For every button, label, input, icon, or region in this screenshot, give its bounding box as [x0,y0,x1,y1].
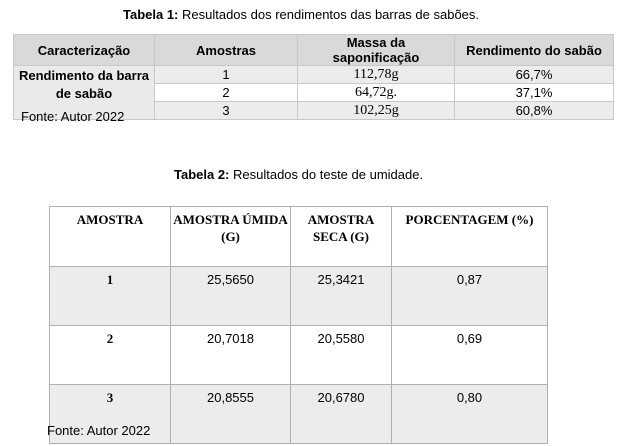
table2-cell-porcentagem: 0,80 [392,385,548,444]
table1-cell-rendimento: 66,7% [455,66,614,84]
table2-cell-amostra: 2 [50,326,171,385]
table1-header-caracterizacao: Caracterização [14,35,155,66]
table2 [49,206,548,444]
table1-cell-massa: 112,78g [298,66,455,84]
table2-cell-umida: 20,8555 [171,385,291,444]
table1-cell-massa: 64,72g. [298,84,455,102]
table2-cell-amostra: 3 [50,385,171,444]
table1-cell-amostra: 1 [155,66,298,84]
table1-cell-rendimento: 37,1% [455,84,614,102]
table2-cell-amostra: 1 [50,267,171,326]
table2-caption [174,167,423,182]
table2-header-seca: AMOSTRA SECA (G) [291,207,392,267]
table1-cell-amostra: 2 [155,84,298,102]
table2-header-row [50,207,548,267]
table1-cell-massa: 102,25g [298,102,455,120]
table1-caption [123,7,479,22]
table1-caption-label: Tabela 1: [123,7,179,22]
table1-caption-text: Resultados dos rendimentos das barras de sabões. [178,7,480,22]
table-row [50,267,548,326]
table2-header-porcentagem: PORCENTAGEM (%) [392,207,548,267]
table2-cell-seca: 20,5580 [291,326,392,385]
table2-cell-umida: 25,5650 [171,267,291,326]
table2-caption-label: Tabela 2: [174,167,230,182]
table2-header-amostra: AMOSTRA [50,207,171,267]
table1-header-rendimento: Rendimento do sabão [455,35,614,66]
table-row [14,66,614,84]
table2-source: Fonte: Autor 2022 [47,423,151,438]
table2-cell-porcentagem: 0,87 [392,267,548,326]
table2-caption-text: Resultados do teste de umidade. [229,167,424,182]
table1 [13,34,614,120]
table2-cell-seca: 25,3421 [291,267,392,326]
table2-header-umida: AMOSTRA ÚMIDA (G) [171,207,291,267]
table-row [50,326,548,385]
table2-cell-umida: 20,7018 [171,326,291,385]
table2-cell-porcentagem: 0,69 [392,326,548,385]
table1-header-massa: Massa da saponificação [298,35,455,66]
table1-cell-amostra: 3 [155,102,298,120]
table1-header-row [14,35,614,66]
table2-cell-seca: 20,6780 [291,385,392,444]
table1-header-amostras: Amostras [155,35,298,66]
table1-cell-rendimento: 60,8% [455,102,614,120]
table1-row-label: Rendimento da barra de sabão [14,66,155,120]
table1-source: Fonte: Autor 2022 [21,109,125,124]
